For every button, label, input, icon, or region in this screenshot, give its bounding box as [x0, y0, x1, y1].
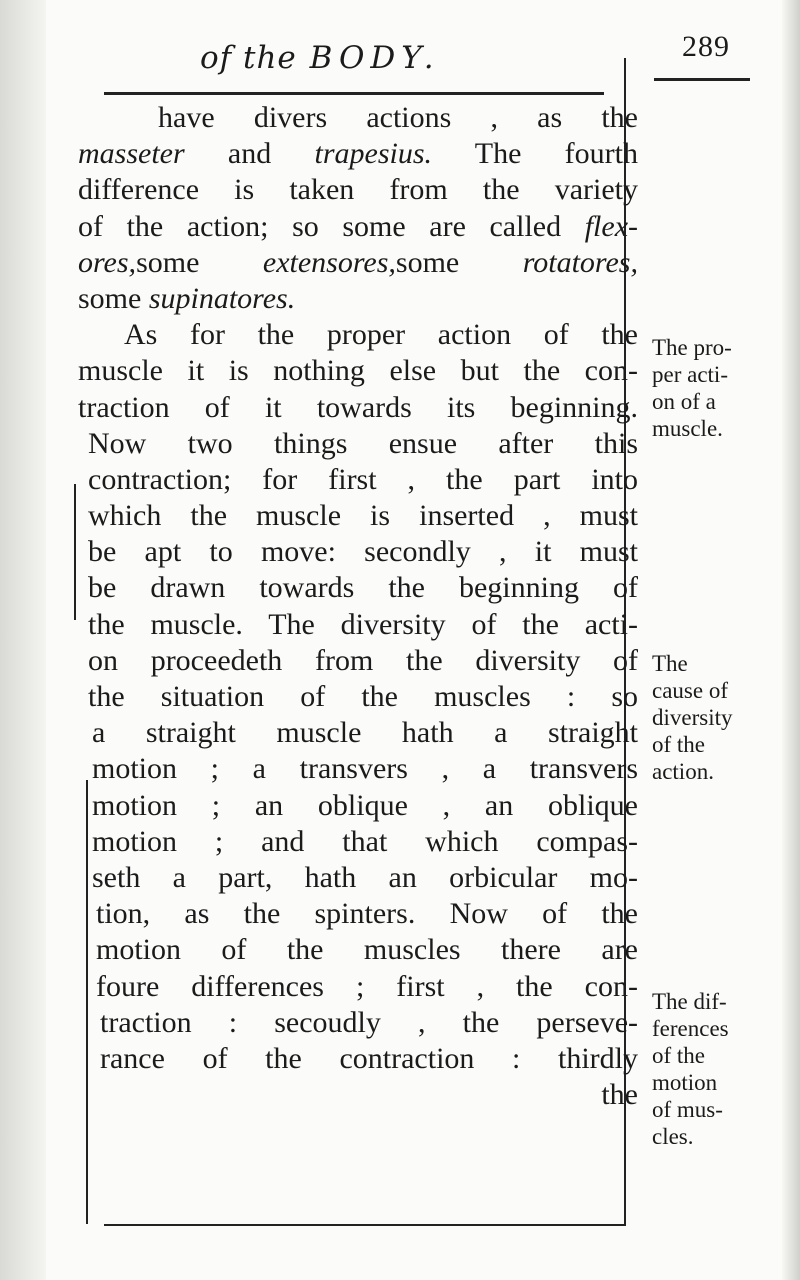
italic-term: trapesius. — [314, 137, 433, 171]
left-bracket-rule — [74, 484, 76, 620]
header-rule-left — [104, 92, 604, 95]
text-run: some — [78, 281, 149, 315]
text-line — [78, 136, 638, 172]
text-run: and — [184, 137, 315, 171]
text-run: Now two things ensue after this — [88, 426, 638, 460]
text-line — [78, 643, 638, 679]
text-line — [78, 679, 638, 715]
margin-note — [652, 650, 770, 785]
text-line — [78, 824, 638, 860]
page-edge-shadow-left — [0, 0, 46, 1280]
page-edge-shadow-right — [782, 0, 800, 1280]
text-line — [78, 245, 638, 281]
text-run: the muscle. The diversity of the acti- — [88, 607, 638, 641]
text-line — [78, 390, 638, 426]
text-run: seth a part, hath an orbicular mo- — [92, 860, 638, 894]
text-line — [78, 426, 638, 462]
italic-term: rotatores, — [522, 245, 638, 279]
text-run: of the action; so some are called — [78, 209, 585, 243]
margin-note-line: of the — [652, 1043, 706, 1068]
margin-note-line: action. — [652, 759, 714, 784]
text-run: motion ; an oblique , an oblique — [92, 788, 638, 822]
text-run: have divers actions , as the — [158, 101, 638, 134]
text-line — [78, 498, 638, 534]
margin-note — [652, 334, 770, 442]
text-run: contraction; for first , the part into — [88, 462, 638, 496]
text-line — [78, 353, 638, 389]
text-run: As for the proper action of the — [124, 318, 638, 352]
text-line — [78, 1077, 638, 1113]
header-rule-right — [654, 78, 750, 81]
margin-note-line: ferences — [652, 1016, 729, 1041]
text-line — [78, 607, 638, 643]
margin-note-line: of the — [652, 732, 706, 757]
body-text-column — [78, 100, 638, 1113]
text-line — [78, 932, 638, 968]
italic-term: supinatores. — [148, 281, 296, 315]
text-run: be drawn towards the beginning of — [88, 571, 638, 605]
text-run: motion ; and that which compas- — [92, 824, 638, 858]
margin-note-line: cles. — [652, 1124, 694, 1149]
text-line — [78, 715, 638, 751]
margin-note-line: The — [652, 651, 688, 676]
text-run: The fourth — [432, 137, 638, 171]
text-run: some — [395, 245, 523, 279]
text-run: motion of the muscles there are — [96, 933, 638, 967]
margin-note-line: cause of — [652, 678, 728, 703]
margin-note-line: The pro- — [652, 335, 732, 360]
italic-term: flex- — [584, 209, 638, 243]
text-run: on proceedeth from the diversity of — [88, 643, 638, 677]
text-line — [78, 788, 638, 824]
text-line — [78, 1041, 638, 1077]
text-run: the — [601, 1078, 638, 1112]
running-head — [200, 40, 440, 76]
margin-note-line: of mus- — [652, 1097, 723, 1122]
text-line — [78, 896, 638, 932]
text-line — [78, 172, 638, 208]
text-run: traction of it towards its beginning. — [78, 390, 638, 424]
margin-note-line: muscle. — [652, 416, 723, 441]
page-number: 289 — [682, 30, 730, 63]
text-run: which the muscle is inserted , must — [88, 499, 638, 533]
italic-term: ores, — [78, 245, 137, 279]
running-head-prefix: of the — [200, 40, 297, 76]
margin-note-line: motion — [652, 1070, 718, 1095]
text-run: rance of the contraction : thirdly — [100, 1041, 638, 1075]
italic-term: masseter — [78, 137, 185, 171]
text-run: difference is taken from the variety — [78, 173, 638, 207]
margin-note-line: The dif- — [652, 989, 727, 1014]
text-run: foure differences ; first , the con- — [96, 969, 638, 1003]
text-run: a straight muscle hath a straight — [92, 716, 638, 750]
text-line — [78, 281, 638, 317]
text-line — [78, 570, 638, 606]
margin-note-line: on of a — [652, 389, 716, 414]
text-run: be apt to move: secondly , it must — [88, 535, 638, 569]
text-run: some — [136, 245, 263, 279]
footer-rule — [104, 1224, 624, 1226]
text-run: the situation of the muscles : so — [88, 680, 638, 713]
text-run: tion, as the spinters. Now of the — [96, 897, 638, 931]
italic-term: extensores, — [262, 245, 396, 279]
text-line — [78, 534, 638, 570]
margin-note-line: per acti- — [652, 362, 728, 387]
text-run: motion ; a transvers , a transvers — [92, 752, 638, 786]
text-line — [78, 751, 638, 787]
margin-note — [652, 988, 770, 1150]
text-line — [78, 317, 638, 353]
text-line — [78, 860, 638, 896]
text-line — [78, 100, 638, 136]
text-line — [78, 209, 638, 245]
text-line — [78, 462, 638, 498]
running-head-title: BODY. — [309, 40, 440, 76]
text-run: muscle it is nothing else but the con- — [78, 354, 638, 388]
text-line — [78, 1005, 638, 1041]
text-line — [78, 969, 638, 1005]
margin-note-line: diversity — [652, 705, 733, 730]
text-run: traction : secoudly , the perseve- — [100, 1005, 638, 1039]
